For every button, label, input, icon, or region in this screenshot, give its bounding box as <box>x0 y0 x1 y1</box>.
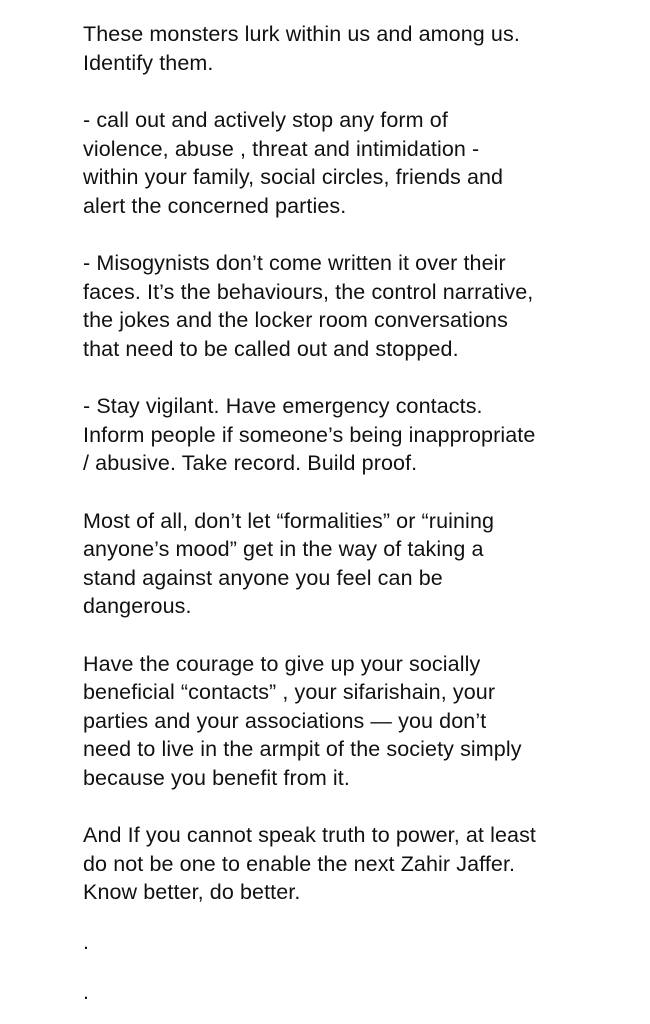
paragraph-stay-vigilant: - Stay vigilant. Have emergency contacts. Inform people if someone’s being inappropriate / abusive. Take record. Build proof. <box>83 394 536 475</box>
paragraph-most-of-all: Most of all, don’t let “formalities” or “ruining anyone’s mood” get in the way of taking a stand against anyone you feel can be dangerous. <box>83 508 495 618</box>
paragraph-call-out: - call out and actively stop any form of violence, abuse , threat and intimidation - within your family, social circles, friends and alert the concerned parties. <box>83 108 504 218</box>
paragraph-courage: Have the courage to give up your socially beneficial “contacts” , your sifarishain, your parties and your associations — you don’t need to live in the armpit of the society simply because you benefit from it. <box>83 651 522 790</box>
trailing-dot: . <box>83 980 90 1004</box>
paragraph-intro: These monsters lurk within us and among us. Identify them. <box>83 22 520 75</box>
paragraph-speak-truth: And If you cannot speak truth to power, at least do not be one to enable the next Zahir Jaffer. Know better, do better. <box>83 823 536 904</box>
trailing-dot: . <box>83 929 90 954</box>
note-body <box>83 20 643 1007</box>
paragraph-misogynists: - Misogynists don’t come written it over their faces. It’s the behaviours, the control narrative, the jokes and the locker room conversations that need to be called out and stopped. <box>83 251 534 361</box>
